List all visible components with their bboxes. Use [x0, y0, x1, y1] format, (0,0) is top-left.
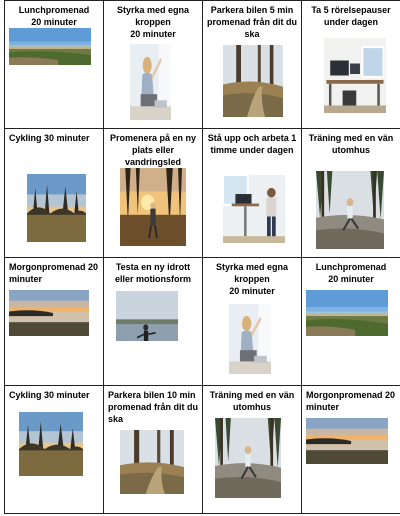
cell-title: Morgonpromenad 20 minuter: [9, 261, 99, 284]
grid-cell: [302, 257, 400, 385]
cell-title: Cykling 30 minuter: [9, 133, 90, 144]
photo-standing-desk-worker: [223, 175, 285, 243]
grid-cell: [203, 257, 302, 385]
grid-cell: [302, 1, 400, 129]
photo-child-exercise: [229, 304, 271, 374]
cell-title: Styrka med egna kroppen 20 minuter: [215, 261, 289, 296]
grid-cell: [302, 385, 400, 513]
photo-lake-sunrise: [9, 290, 89, 336]
grid-cell: [5, 1, 104, 129]
grid-row: [5, 129, 400, 257]
grid-cell: [104, 385, 203, 513]
grid-cell: [104, 1, 203, 129]
cell-title: Stå upp och arbeta 1 timme under dagen: [207, 133, 297, 156]
cell-title: Promenera på en ny plats eller vandringsled: [109, 133, 197, 168]
photo-lake-shore-sunny: [306, 290, 388, 336]
grid-row: [5, 257, 400, 385]
bingo-grid: [4, 0, 400, 514]
cell-title: Ta 5 rörelsepauser under dagen: [311, 5, 391, 27]
grid-cell: [302, 129, 400, 257]
photo-sunset-trees-field: [19, 412, 83, 476]
cell-title: Parkera bilen 5 min promenad från dit du ska: [207, 5, 297, 39]
photo-child-exercise: [130, 44, 171, 120]
grid-cell: [5, 129, 104, 257]
cell-title: Styrka med egna kroppen 20 minuter: [116, 5, 190, 39]
photo-forest-path: [120, 430, 184, 494]
photo-home-office-desk: [324, 38, 386, 113]
cell-title: Lunchpromenad 20 minuter: [315, 261, 387, 284]
photo-lake-sunrise: [306, 418, 388, 464]
grid-row: [5, 385, 400, 513]
cell-title: Lunchpromenad 20 minuter: [18, 5, 90, 27]
grid-cell: [203, 385, 302, 513]
grid-row: [5, 1, 400, 129]
cell-title: Träning med en vän utomhus: [209, 389, 295, 412]
grid-cell: [104, 257, 203, 385]
cell-title: Morgonpromenad 20 minuter: [306, 389, 396, 412]
grid-cell: [5, 257, 104, 385]
photo-sunset-trees-field: [27, 174, 86, 242]
photo-ice-skater: [116, 291, 178, 341]
photo-sunset-forest-walker: [120, 168, 186, 246]
grid-cell: [5, 385, 104, 513]
photo-forest-exercise: [215, 418, 281, 498]
cell-title: Testa en ny idrott eller motionsform: [114, 261, 191, 284]
photo-forest-path: [223, 45, 283, 117]
cell-title: Träning med en vän utomhus: [308, 133, 394, 156]
cell-title: Parkera bilen 10 min promenad från dit du ska: [108, 389, 198, 424]
grid-cell: [104, 129, 203, 257]
cell-title: Cykling 30 minuter: [9, 389, 90, 400]
photo-lake-shore-sunny: [9, 28, 91, 65]
grid-cell: [203, 129, 302, 257]
grid-cell: [203, 1, 302, 129]
photo-forest-exercise: [316, 171, 384, 249]
